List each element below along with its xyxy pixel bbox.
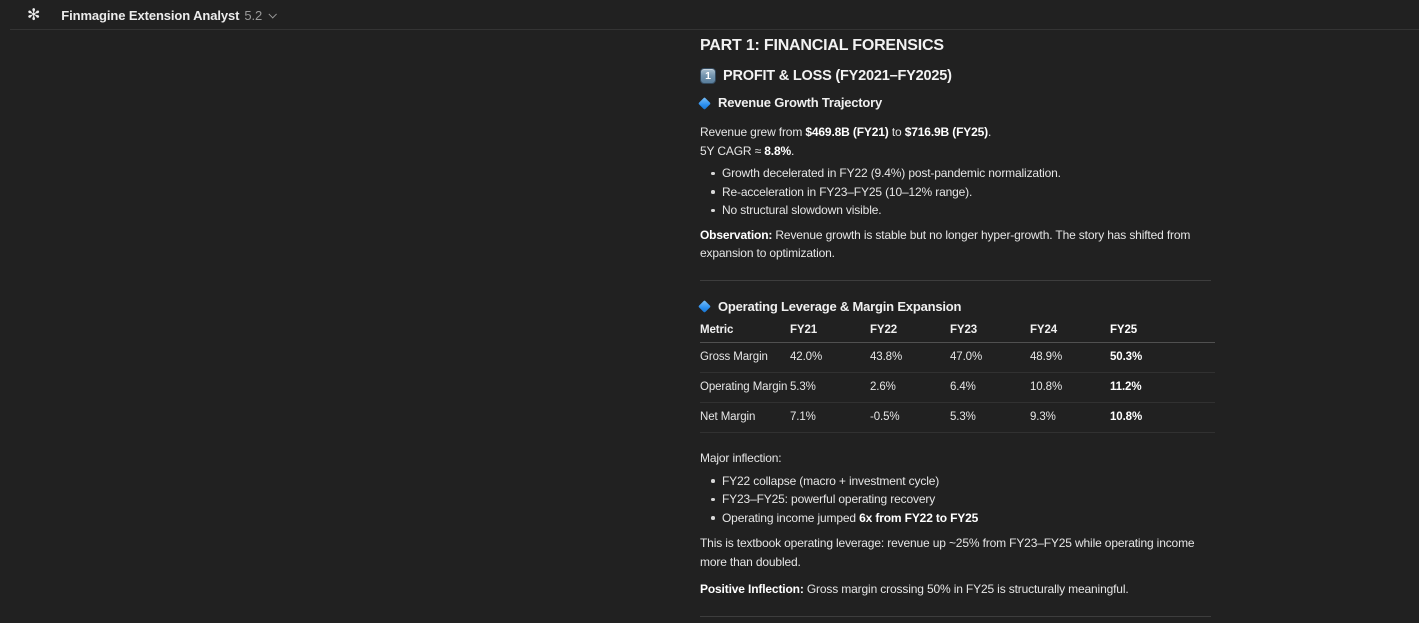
list-item: No structural slowdown visible. — [700, 201, 1215, 220]
bold-run: $716.9B (FY25) — [904, 125, 988, 139]
observation-paragraph — [700, 226, 1215, 263]
table-row — [700, 342, 1215, 372]
model-name: Finmagine Extension Analyst — [61, 7, 240, 23]
text-run: FY23–FY25: powerful operating recovery — [722, 492, 936, 506]
table-cell: 10.8% — [1110, 402, 1215, 432]
model-selector[interactable] — [61, 8, 275, 23]
bold-run: Observation: — [700, 227, 773, 242]
table-cell: 2.6% — [870, 372, 950, 402]
list-item: Re-acceleration in FY23–FY25 (10–12% range). — [700, 183, 1215, 202]
small-blue-diamond-icon — [698, 300, 711, 313]
table-cell: -0.5% — [870, 402, 950, 432]
list-item: Growth decelerated in FY22 (9.4%) post-pandemic normalization. — [700, 164, 1215, 183]
column-header: FY22 — [870, 321, 950, 343]
column-header: FY25 — [1110, 321, 1215, 343]
part-title: PART 1: FINANCIAL FORENSICS — [700, 37, 944, 54]
table-cell: 11.2% — [1110, 372, 1215, 402]
table-cell: Operating Margin — [700, 372, 790, 402]
subsection-title: Operating Leverage & Margin Expansion — [718, 298, 962, 314]
table-cell: 6.4% — [950, 372, 1030, 402]
section-divider — [700, 616, 1211, 617]
table-cell: 48.9% — [1030, 342, 1110, 372]
text-run: FY22 collapse (macro + investment cycle) — [722, 473, 940, 488]
bold-run: 8.8% — [764, 143, 791, 158]
table-cell: 10.8% — [1030, 372, 1110, 402]
assistant-message — [700, 37, 1215, 617]
margin-table — [700, 321, 1215, 433]
section-heading — [700, 66, 1215, 86]
text-run: . — [988, 125, 992, 139]
text-run: Gross margin crossing 50% in FY25 is structurally meaningful. — [803, 582, 1129, 596]
positive-inflection-paragraph — [700, 582, 1215, 596]
table-row — [700, 402, 1215, 432]
revenue-summary-paragraph — [700, 123, 1215, 160]
section-divider — [700, 280, 1211, 281]
table-cell: 7.1% — [790, 402, 870, 432]
list-item — [700, 490, 1215, 509]
column-header: FY21 — [790, 321, 870, 343]
list-item — [700, 472, 1215, 491]
table-cell: 50.3% — [1110, 342, 1215, 372]
column-header: FY24 — [1030, 321, 1110, 343]
table-cell: Gross Margin — [700, 342, 790, 372]
table-cell: 5.3% — [950, 402, 1030, 432]
top-bar — [0, 0, 1419, 30]
chat-content — [700, 30, 1215, 617]
table-cell: 43.8% — [870, 342, 950, 372]
model-version: 5.2 — [244, 7, 263, 23]
table-cell: 5.3% — [790, 372, 870, 402]
revenue-bullet-list — [700, 164, 1215, 220]
small-blue-diamond-icon — [698, 97, 711, 110]
inflection-bullet-list — [700, 472, 1215, 528]
text-run: Operating income jumped — [722, 510, 860, 525]
list-item — [700, 509, 1215, 528]
table-cell: 42.0% — [790, 342, 870, 372]
text-run: Revenue grew from — [700, 125, 806, 139]
text-run: . — [791, 143, 795, 158]
chevron-down-icon — [268, 10, 276, 18]
text-run: to — [888, 125, 905, 139]
major-inflection-label: Major inflection: — [700, 450, 782, 465]
table-cell: 9.3% — [1030, 402, 1110, 432]
subsection-title: Revenue Growth Trajectory — [718, 95, 883, 110]
column-header: Metric — [700, 321, 790, 343]
column-header: FY23 — [950, 321, 1030, 343]
section-title: PROFIT & LOSS (FY2021–FY2025) — [723, 68, 952, 84]
text-run: 5Y CAGR ≈ — [700, 143, 765, 158]
keycap-1-emoji: 1 — [700, 68, 716, 84]
subsection-heading-revenue — [700, 96, 1215, 110]
bold-run: 6x from FY22 to FY25 — [859, 510, 979, 525]
table-cell: Net Margin — [700, 402, 790, 432]
text-run: Revenue growth is stable but no longer hyper-growth. The story has shifted from expansion to optimization. — [700, 227, 1191, 260]
subsection-heading-leverage — [700, 300, 1215, 314]
openai-logo-icon[interactable]: ✻ — [27, 5, 41, 24]
leverage-paragraph: This is textbook operating leverage: revenue up ~25% from FY23–FY25 while operating income more than doubled. — [700, 536, 1195, 569]
bold-run: $469.8B (FY21) — [805, 125, 889, 139]
table-row — [700, 372, 1215, 402]
bold-run: Positive Inflection: — [700, 582, 804, 596]
table-cell: 47.0% — [950, 342, 1030, 372]
table-header-row — [700, 321, 1215, 343]
